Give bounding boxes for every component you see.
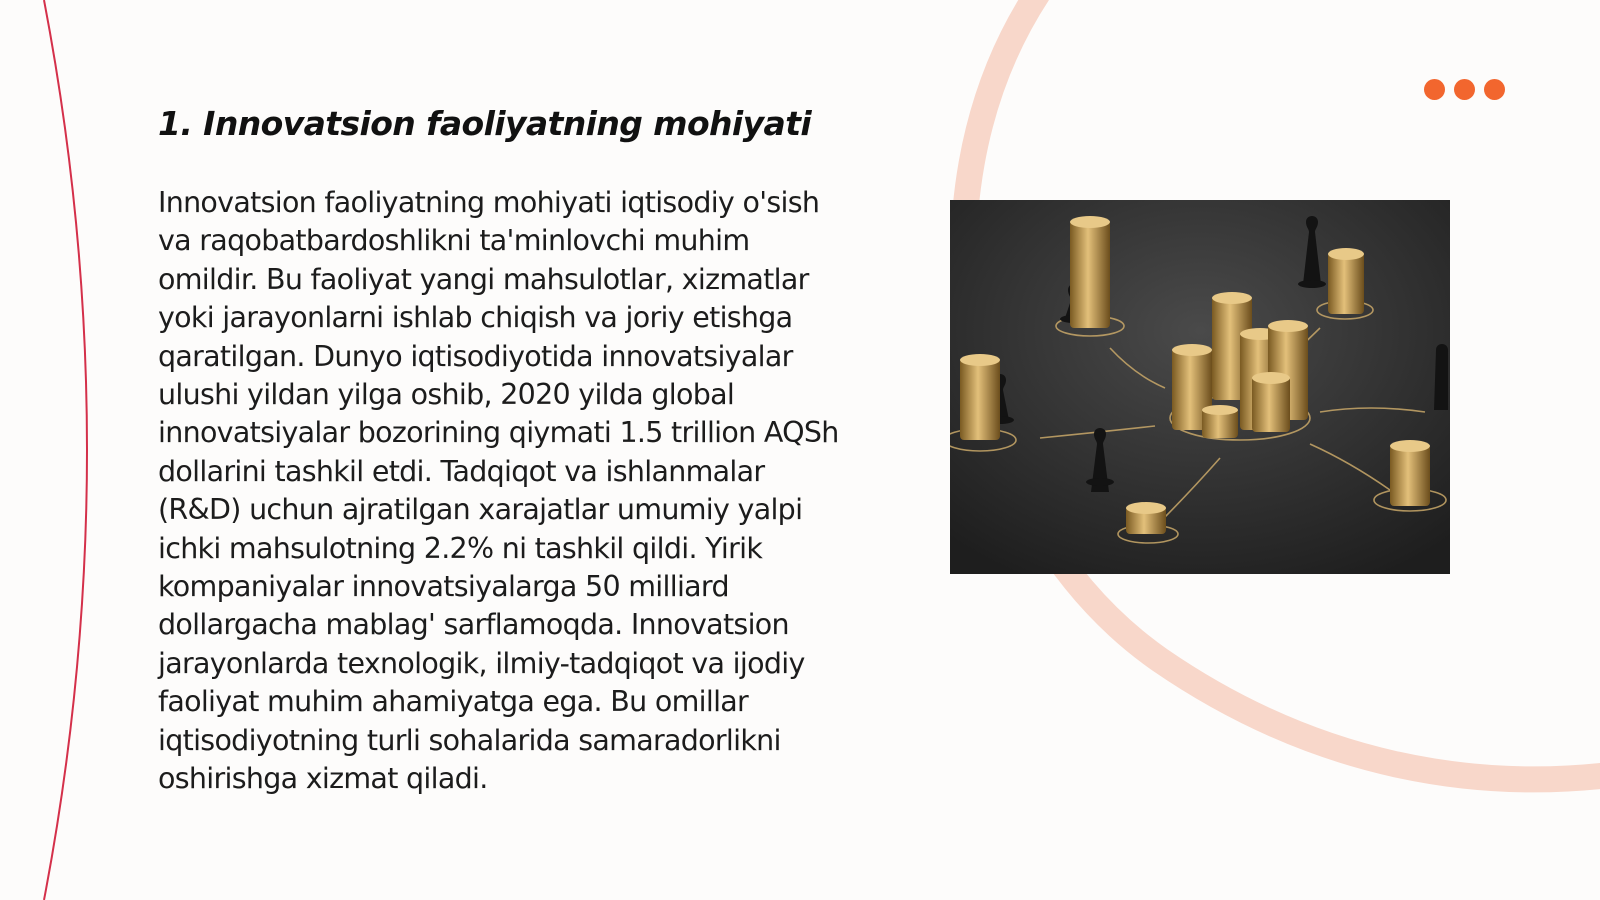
slide-heading: 1. Innovatsion faoliyatning mohiyati: [158, 104, 812, 143]
three-dots-icon: [1424, 79, 1505, 100]
dot-icon: [1454, 79, 1475, 100]
coin-stacks-and-pawns-icon: [950, 200, 1450, 574]
dot-icon: [1484, 79, 1505, 100]
slide-body-text: Innovatsion faoliyatning mohiyati iqtisodiy o'sish va raqobatbardoshlikni ta'minlovchi muhim omildir. Bu faoliyat yangi mahsulotlar, xizmatlar yoki jarayonlarni ishlab chiqish va joriy etishga qaratilgan. Dunyo iqtisodiyotida innovatsiyalar ulushi yildan yilga oshib, 2020 yilda global innovatsiyalar bozorining qiymati 1.5 trillion AQSh dollarini tashkil etdi. Tadqiqot va ishlanmalar (R&D) uchun ajratilgan xarajatlar umumiy yalpi ichki mahsulotning 2.2% ni tashkil qildi. Yirik kompaniyalar innovatsiyalarga 50 milliard dollargacha mablag' sarflamoqda. Innovatsion jarayonlarda texnologik, ilmiy-tadqiqot va ijodiy faoliyat muhim ahamiyatga ega. Bu omillar iqtisodiyotning turli sohalarida samaradorlikni oshirishga xizmat qiladi.: [158, 186, 839, 796]
dot-icon: [1424, 79, 1445, 100]
left-accent-line: [44, 0, 87, 900]
